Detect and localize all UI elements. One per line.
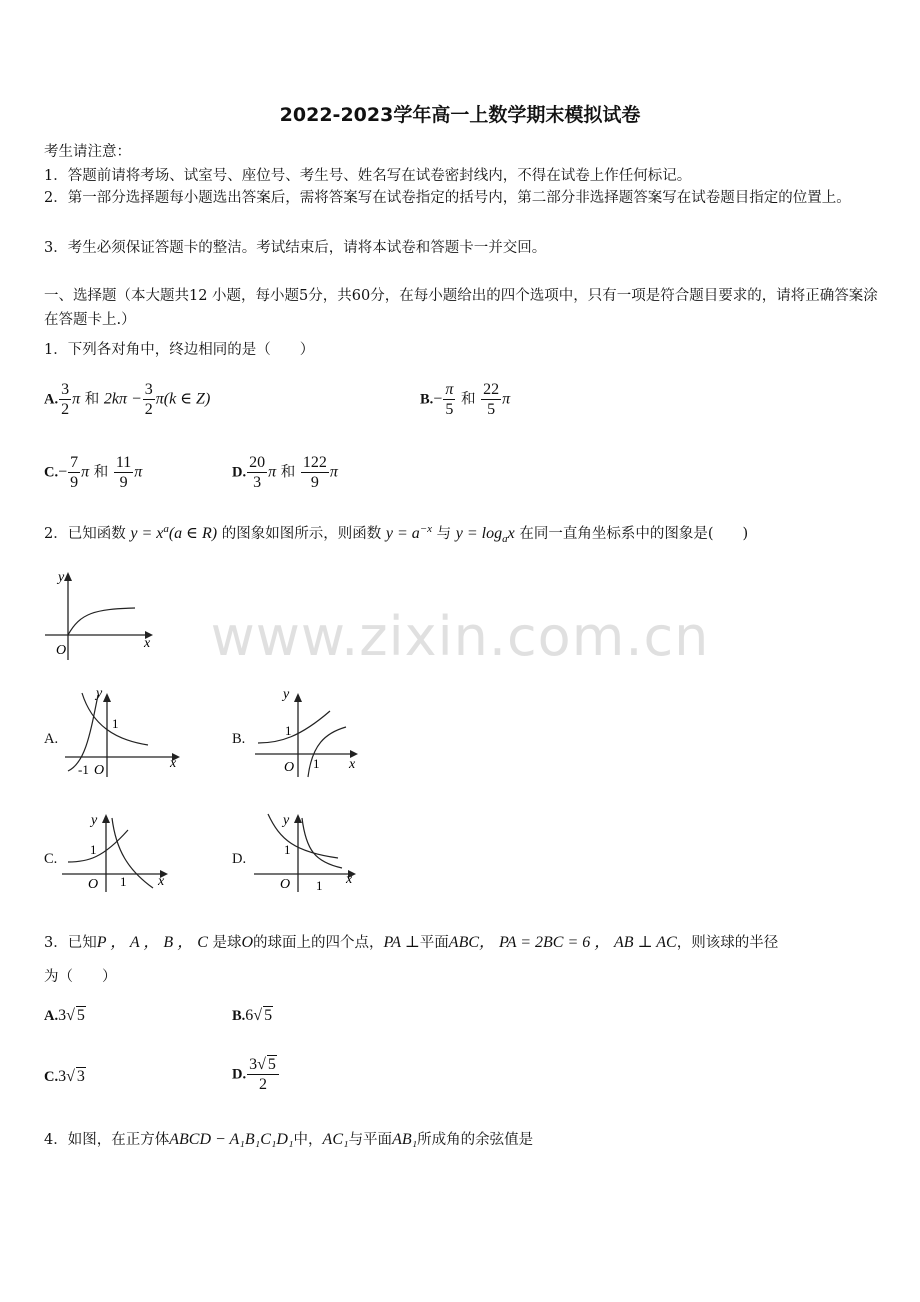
q2-stem: 2．已知函数 $y = x^a(a$ ∈ R) 的图象如图所示，则函数 $y = a^{-x}$ 与 $y = \log_ax$ 在同一直角坐标系中的图象是( ) [44, 523, 749, 545]
fraction: $\frac{3}{2}$ [61, 381, 70, 418]
notice-heading: 考生请注意： [44, 144, 131, 160]
svg-text:x: x [158, 874, 165, 889]
fraction: $\frac{20}{3}$ [249, 454, 266, 491]
q1-option-b: B.− $\frac{\pi}{5}$ 和 $\frac{22}{5}$ π [420, 381, 511, 418]
notice-item-2: 2．第一部分选择题每小题选出答案后，需将答案写在试卷指定的括号内，第二部分非选择题答案写在试卷题目指定的位置上。 [44, 190, 851, 206]
svg-text:y: y [96, 686, 103, 701]
svg-text:1: 1 [313, 756, 320, 771]
notice-item-3: 3．考生必须保证答题卡的整洁。考试结束后，请将本试卷和答题卡一并交回。 [44, 240, 547, 256]
svg-text:y: y [283, 813, 290, 828]
svg-text:O: O [280, 877, 291, 892]
q1-stem: 1．下列各对角中，终边相同的是（ ） [44, 342, 315, 358]
fraction: $\frac{3√ 5}{2}$ [247, 1055, 279, 1094]
axis-label-x: x [144, 636, 151, 651]
section-heading: 一、选择题（本大题共12 小题，每小题5分，共60分，在每小题给出的四个选项中，只有一项是符合题目要求的，请将正确答案涂在答题卡上.） [44, 288, 878, 328]
q2-option-c-graph[interactable] [58, 810, 178, 895]
q2-option-a-label: A. [44, 731, 59, 747]
q1-option-a: A. $\frac{3}{2}$ π 和 2kπ − $\frac{3}{2}$ π(k ∈ Z) [44, 381, 211, 418]
q3-option-d: D. $\frac{3√ 5}{2}$ [232, 1055, 280, 1094]
q2-option-d-label: D. [232, 851, 247, 867]
q3-stem-cont: 为（ ） [44, 969, 117, 985]
q2-option-b-label: B. [232, 731, 246, 747]
svg-text:O: O [284, 760, 295, 775]
watermark: www.zixin.com.cn [210, 605, 710, 668]
origin-label: O [56, 643, 67, 658]
svg-text:O: O [94, 763, 105, 778]
q2-option-c-label: C. [44, 851, 58, 867]
fraction: $\frac{7}{9}$ [70, 454, 79, 491]
svg-text:O: O [88, 877, 99, 892]
fraction: $\frac{3}{2}$ [144, 381, 153, 418]
q3-option-b: B.6√ 5 [232, 1007, 273, 1024]
q3-option-c: C.3√ 3 [44, 1068, 85, 1085]
q3-option-a: A.3√ 5 [44, 1007, 85, 1024]
svg-text:x: x [349, 757, 356, 772]
svg-text:1: 1 [285, 723, 292, 738]
svg-text:x: x [170, 756, 177, 771]
q2-option-d-graph[interactable] [250, 810, 370, 895]
svg-text:1: 1 [284, 842, 291, 857]
fraction: $\frac{122}{9}$ [302, 454, 327, 491]
svg-text:y: y [283, 687, 290, 702]
svg-text:x: x [346, 872, 353, 887]
option-label: A. [44, 391, 59, 408]
page-title: 2022-2023学年高一上数学期末模拟试卷 [279, 104, 641, 126]
svg-text:y: y [91, 813, 98, 828]
q2-option-b-graph[interactable] [250, 685, 380, 780]
svg-text:1: 1 [112, 716, 119, 731]
svg-text:1: 1 [120, 874, 127, 889]
q4-stem: 4．如图，在正方体ABCD − A₁B₁C₁D₁中，AC₁与平面AB₁所成角的余弦值是 [44, 1131, 534, 1148]
svg-text:-1: -1 [78, 762, 89, 777]
fraction: $\frac{22}{5}$ [483, 381, 500, 418]
q2-option-a-graph[interactable] [60, 685, 190, 780]
axis-label-y: y [58, 570, 65, 585]
q1-option-c: C.− $\frac{7}{9}$ π 和 $\frac{11}{9}$ π [44, 454, 143, 491]
svg-text:1: 1 [316, 878, 323, 893]
fraction: $\frac{\pi}{5}$ [445, 381, 454, 418]
svg-text:1: 1 [90, 842, 97, 857]
q1-option-d: D. $\frac{20}{3}$ π 和 $\frac{122}{9}$ π [232, 454, 338, 491]
notice-item-1: 1．答题前请将考场、试室号、座位号、考生号、姓名写在试卷密封线内，不得在试卷上作任何标记。 [44, 168, 692, 184]
fraction: $\frac{11}{9}$ [115, 454, 132, 491]
q3-stem: 3．已知P ， A ， B ， C 是球O的球面上的四个点，PA ⊥平面ABC， PA = 2BC = 6 ， AB ⊥ AC，则该球的半径 [44, 934, 779, 951]
